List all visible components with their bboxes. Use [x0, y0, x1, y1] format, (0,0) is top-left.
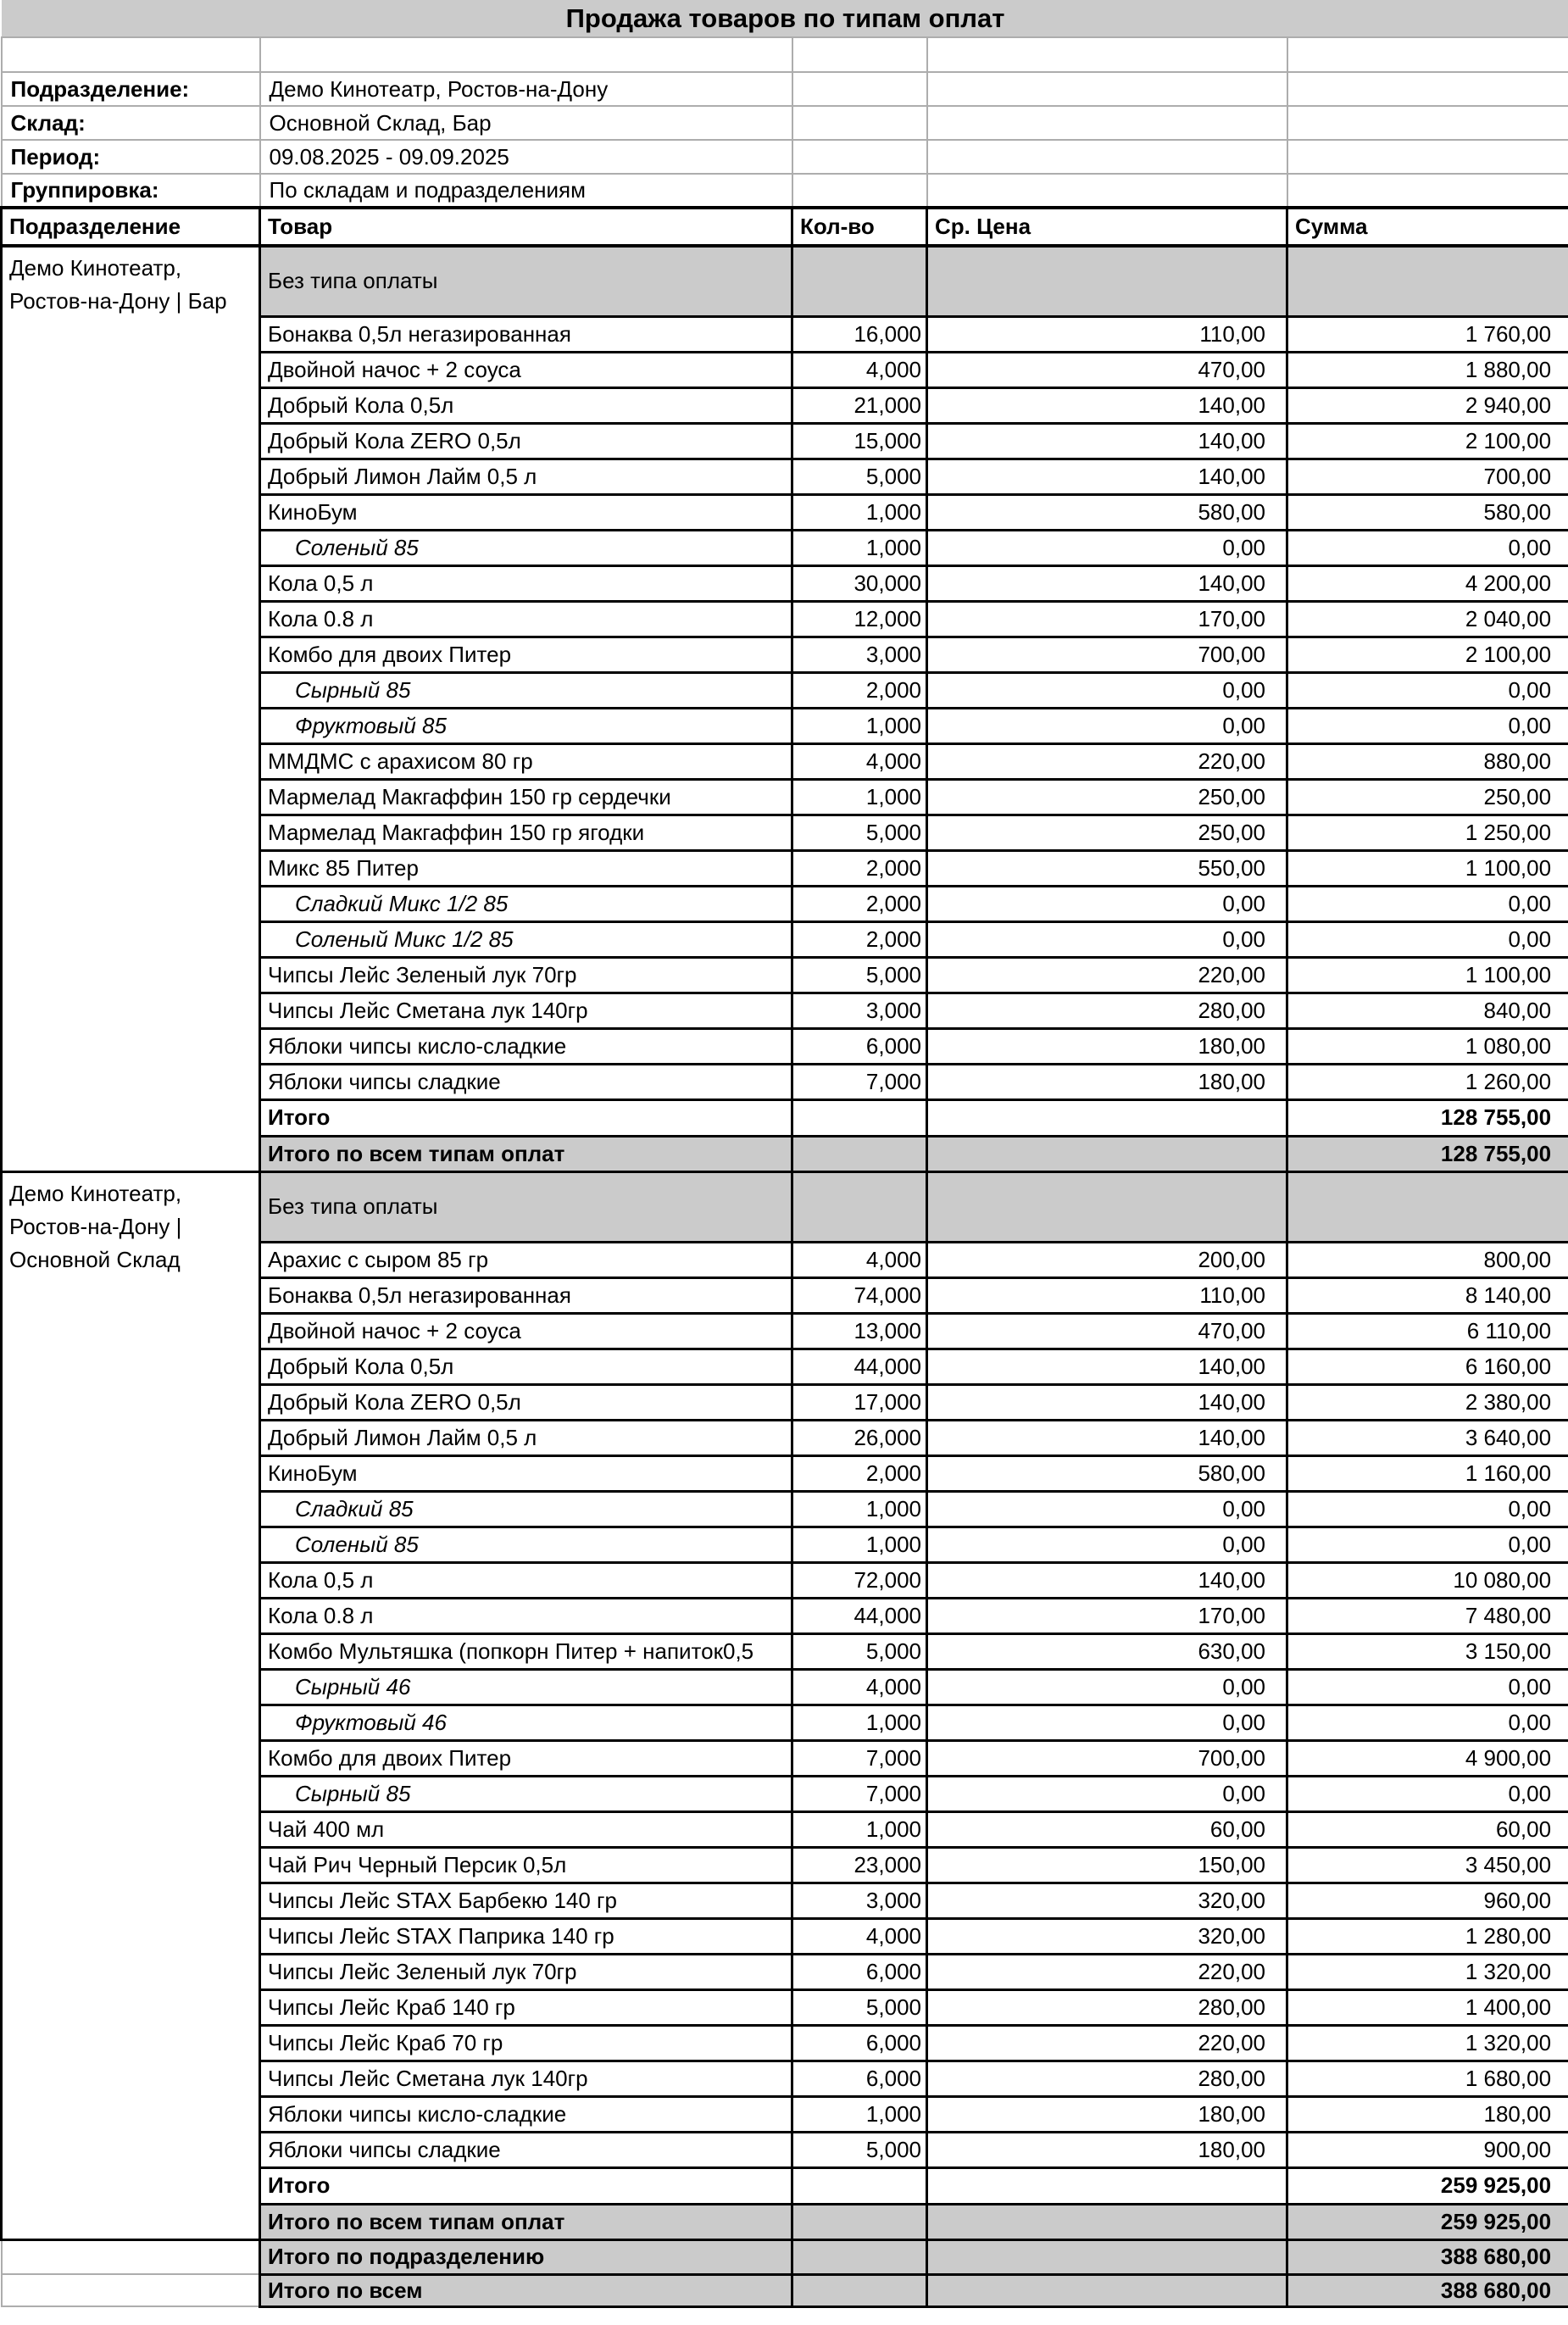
sum-cell: 3 450,00: [1287, 1847, 1568, 1883]
avg-price-cell: 580,00: [927, 494, 1287, 530]
avg-price-cell: 0,00: [927, 672, 1287, 708]
sum-cell: 0,00: [1287, 1527, 1568, 1562]
product-name-cell: Яблоки чипсы кисло-сладкие: [260, 1028, 792, 1064]
sum-cell: 1 250,00: [1287, 815, 1568, 850]
avg-price-cell: 140,00: [927, 565, 1287, 601]
avg-price-cell: 60,00: [927, 1811, 1287, 1847]
product-name-cell: Фруктовый 46: [260, 1705, 792, 1740]
product-name-cell: Добрый Кола ZERO 0,5л: [260, 423, 792, 459]
avg-price-cell: 280,00: [927, 993, 1287, 1028]
product-name-cell: Кола 0.8 л: [260, 1598, 792, 1633]
grand-total-value: 388 680,00: [1287, 2274, 1568, 2306]
avg-price-cell: 220,00: [927, 2025, 1287, 2061]
avg-price-cell: 250,00: [927, 815, 1287, 850]
quantity-cell: 74,000: [792, 1277, 927, 1313]
product-name-cell: Добрый Лимон Лайм 0,5 л: [260, 459, 792, 494]
empty-cell: [927, 2204, 1287, 2239]
product-name-cell: Кола 0,5 л: [260, 1562, 792, 1598]
avg-price-cell: 140,00: [927, 387, 1287, 423]
quantity-cell: 13,000: [792, 1313, 927, 1349]
quantity-cell: 3,000: [792, 1883, 927, 1918]
empty-cell: [927, 1171, 1287, 1242]
product-name-cell: Сладкий Микс 1/2 85: [260, 886, 792, 921]
avg-price-cell: 180,00: [927, 1028, 1287, 1064]
sum-cell: 1 320,00: [1287, 2025, 1568, 2061]
product-name-cell: Фруктовый 85: [260, 708, 792, 743]
product-name-cell: Яблоки чипсы кисло-сладкие: [260, 2096, 792, 2132]
empty-cell: [792, 72, 927, 106]
sum-cell: 6 160,00: [1287, 1349, 1568, 1384]
payment-types-total-label: Итого по всем типам оплат: [260, 2204, 792, 2239]
quantity-cell: 7,000: [792, 1740, 927, 1776]
product-name-cell: Чай 400 мл: [260, 1811, 792, 1847]
quantity-cell: 12,000: [792, 601, 927, 637]
empty-cell: [927, 72, 1287, 106]
sum-cell: 2 100,00: [1287, 637, 1568, 672]
sum-cell: 3 640,00: [1287, 1420, 1568, 1455]
sum-cell: 6 110,00: [1287, 1313, 1568, 1349]
empty-cell: [1287, 72, 1568, 106]
empty-cell: [927, 2239, 1287, 2274]
product-name-cell: Микс 85 Питер: [260, 850, 792, 886]
department-total-row: [2, 2239, 1568, 2274]
avg-price-cell: 0,00: [927, 708, 1287, 743]
quantity-cell: 1,000: [792, 2096, 927, 2132]
spacer-cell: [792, 37, 927, 72]
avg-price-cell: 580,00: [927, 1455, 1287, 1491]
sum-cell: 10 080,00: [1287, 1562, 1568, 1598]
column-header-product: Товар: [260, 208, 792, 246]
sum-cell: 60,00: [1287, 1811, 1568, 1847]
sum-cell: 1 100,00: [1287, 957, 1568, 993]
quantity-cell: 4,000: [792, 743, 927, 779]
product-name-cell: Чипсы Лейс Краб 140 гр: [260, 1989, 792, 2025]
sum-cell: 900,00: [1287, 2132, 1568, 2167]
product-name-cell: Соленый Микс 1/2 85: [260, 921, 792, 957]
empty-cell: [792, 2204, 927, 2239]
quantity-cell: 1,000: [792, 1811, 927, 1847]
column-header-avg-price: Ср. Цена: [927, 208, 1287, 246]
product-name-cell: Двойной начос + 2 соуса: [260, 1313, 792, 1349]
department-total-label: Итого по подразделению: [260, 2239, 792, 2274]
sum-cell: 8 140,00: [1287, 1277, 1568, 1313]
quantity-cell: 7,000: [792, 1776, 927, 1811]
payment-type-cell: Без типа оплаты: [260, 246, 792, 316]
spacer-row: [2, 37, 1568, 72]
product-name-cell: Чипсы Лейс Зеленый лук 70гр: [260, 957, 792, 993]
avg-price-cell: 140,00: [927, 1384, 1287, 1420]
avg-price-cell: 0,00: [927, 1776, 1287, 1811]
info-label: Подразделение:: [2, 72, 260, 106]
avg-price-cell: 280,00: [927, 1989, 1287, 2025]
avg-price-cell: 250,00: [927, 779, 1287, 815]
sum-cell: 7 480,00: [1287, 1598, 1568, 1633]
product-name-cell: Комбо для двоих Питер: [260, 637, 792, 672]
sum-cell: 1 280,00: [1287, 1918, 1568, 1954]
info-label: Период:: [2, 140, 260, 174]
info-value: Основной Склад, Бар: [260, 106, 792, 140]
empty-cell: [1287, 246, 1568, 316]
quantity-cell: 15,000: [792, 423, 927, 459]
quantity-cell: 5,000: [792, 957, 927, 993]
info-label: Группировка:: [2, 174, 260, 208]
avg-price-cell: 200,00: [927, 1242, 1287, 1277]
avg-price-cell: 140,00: [927, 423, 1287, 459]
quantity-cell: 7,000: [792, 1064, 927, 1099]
product-name-cell: Двойной начос + 2 соуса: [260, 352, 792, 387]
empty-cell: [792, 1136, 927, 1171]
product-name-cell: Кола 0.8 л: [260, 601, 792, 637]
quantity-cell: 1,000: [792, 708, 927, 743]
quantity-cell: 1,000: [792, 779, 927, 815]
empty-cell: [927, 174, 1287, 208]
sum-cell: 840,00: [1287, 993, 1568, 1028]
payment-type-cell: Без типа оплаты: [260, 1171, 792, 1242]
product-name-cell: Яблоки чипсы сладкие: [260, 1064, 792, 1099]
product-name-cell: Чипсы Лейс STAX Барбекю 140 гр: [260, 1883, 792, 1918]
avg-price-cell: 470,00: [927, 352, 1287, 387]
product-name-cell: Бонаква 0,5л негазированная: [260, 316, 792, 352]
avg-price-cell: 0,00: [927, 1491, 1287, 1527]
department-cell: Демо Кинотеатр, Ростов-на-Дону | Основной Склад: [2, 1171, 260, 2239]
avg-price-cell: 0,00: [927, 1527, 1287, 1562]
avg-price-cell: 630,00: [927, 1633, 1287, 1669]
info-row-period: [2, 140, 1568, 174]
info-value: По складам и подразделениям: [260, 174, 792, 208]
empty-cell: [927, 2274, 1287, 2306]
product-name-cell: Сырный 85: [260, 1776, 792, 1811]
quantity-cell: 4,000: [792, 1918, 927, 1954]
table-header-row: [2, 208, 1568, 246]
sum-cell: 0,00: [1287, 708, 1568, 743]
grand-total-label: Итого по всем: [260, 2274, 792, 2306]
spacer-cell: [1287, 37, 1568, 72]
quantity-cell: 6,000: [792, 1954, 927, 1989]
sum-cell: 3 150,00: [1287, 1633, 1568, 1669]
quantity-cell: 2,000: [792, 850, 927, 886]
payment-types-total-value: 259 925,00: [1287, 2204, 1568, 2239]
avg-price-cell: 320,00: [927, 1918, 1287, 1954]
report-title: Продажа товаров по типам оплат: [2, 0, 1568, 37]
quantity-cell: 44,000: [792, 1349, 927, 1384]
sum-cell: 1 680,00: [1287, 2061, 1568, 2096]
product-name-cell: Добрый Кола ZERO 0,5л: [260, 1384, 792, 1420]
product-name-cell: Добрый Кола 0,5л: [260, 387, 792, 423]
avg-price-cell: 170,00: [927, 1598, 1287, 1633]
info-value: 09.08.2025 - 09.09.2025: [260, 140, 792, 174]
avg-price-cell: 280,00: [927, 2061, 1287, 2096]
avg-price-cell: 140,00: [927, 459, 1287, 494]
product-name-cell: Чипсы Лейс STAX Паприка 140 гр: [260, 1918, 792, 1954]
quantity-cell: 5,000: [792, 459, 927, 494]
sum-cell: 880,00: [1287, 743, 1568, 779]
payment-types-total-value: 128 755,00: [1287, 1136, 1568, 1171]
empty-cell: [792, 2274, 927, 2306]
quantity-cell: 17,000: [792, 1384, 927, 1420]
sum-cell: 2 940,00: [1287, 387, 1568, 423]
payment-type-row: [2, 1171, 1568, 1242]
quantity-cell: 4,000: [792, 352, 927, 387]
sum-cell: 0,00: [1287, 921, 1568, 957]
avg-price-cell: 110,00: [927, 316, 1287, 352]
sum-cell: 0,00: [1287, 886, 1568, 921]
avg-price-cell: 180,00: [927, 2096, 1287, 2132]
quantity-cell: 1,000: [792, 1705, 927, 1740]
sum-cell: 580,00: [1287, 494, 1568, 530]
quantity-cell: 2,000: [792, 672, 927, 708]
sum-cell: 4 200,00: [1287, 565, 1568, 601]
quantity-cell: 4,000: [792, 1669, 927, 1705]
product-name-cell: Соленый 85: [260, 1527, 792, 1562]
product-name-cell: Мармелад Макгаффин 150 гр ягодки: [260, 815, 792, 850]
product-name-cell: Бонаква 0,5л негазированная: [260, 1277, 792, 1313]
quantity-cell: 26,000: [792, 1420, 927, 1455]
spacer-cell: [927, 37, 1287, 72]
sum-cell: 1 760,00: [1287, 316, 1568, 352]
quantity-cell: 6,000: [792, 2025, 927, 2061]
info-row-department: [2, 72, 1568, 106]
quantity-cell: 6,000: [792, 1028, 927, 1064]
avg-price-cell: 140,00: [927, 1420, 1287, 1455]
quantity-cell: 23,000: [792, 1847, 927, 1883]
empty-cell: [792, 2167, 927, 2204]
sum-cell: 1 880,00: [1287, 352, 1568, 387]
sum-cell: 0,00: [1287, 1776, 1568, 1811]
avg-price-cell: 0,00: [927, 886, 1287, 921]
empty-cell: [927, 1099, 1287, 1136]
column-header-sum: Сумма: [1287, 208, 1568, 246]
quantity-cell: 30,000: [792, 565, 927, 601]
empty-cell: [927, 246, 1287, 316]
quantity-cell: 1,000: [792, 494, 927, 530]
spacer-cell: [260, 37, 792, 72]
column-header-department: Подразделение: [2, 208, 260, 246]
empty-cell: [792, 1099, 927, 1136]
info-value: Демо Кинотеатр, Ростов-на-Дону: [260, 72, 792, 106]
empty-cell: [2, 2239, 260, 2274]
sum-cell: 0,00: [1287, 1705, 1568, 1740]
product-name-cell: Сырный 85: [260, 672, 792, 708]
quantity-cell: 2,000: [792, 1455, 927, 1491]
spacer-cell: [2, 37, 260, 72]
empty-cell: [792, 174, 927, 208]
avg-price-cell: 170,00: [927, 601, 1287, 637]
avg-price-cell: 220,00: [927, 743, 1287, 779]
avg-price-cell: 470,00: [927, 1313, 1287, 1349]
product-name-cell: Чипсы Лейс Сметана лук 140гр: [260, 2061, 792, 2096]
group-total-value: 259 925,00: [1287, 2167, 1568, 2204]
sum-cell: 2 100,00: [1287, 423, 1568, 459]
empty-cell: [1287, 174, 1568, 208]
avg-price-cell: 320,00: [927, 1883, 1287, 1918]
product-name-cell: Яблоки чипсы сладкие: [260, 2132, 792, 2167]
avg-price-cell: 0,00: [927, 921, 1287, 957]
grand-total-row: [2, 2274, 1568, 2306]
quantity-cell: 3,000: [792, 637, 927, 672]
empty-cell: [1287, 140, 1568, 174]
product-name-cell: Комбо Мультяшка (попкорн Питер + напиток0,5: [260, 1633, 792, 1669]
product-name-cell: Сырный 46: [260, 1669, 792, 1705]
sum-cell: 0,00: [1287, 1491, 1568, 1527]
quantity-cell: 2,000: [792, 921, 927, 957]
sum-cell: 1 080,00: [1287, 1028, 1568, 1064]
sum-cell: 2 380,00: [1287, 1384, 1568, 1420]
column-header-quantity: Кол-во: [792, 208, 927, 246]
info-label: Склад:: [2, 106, 260, 140]
quantity-cell: 2,000: [792, 886, 927, 921]
empty-cell: [792, 140, 927, 174]
sum-cell: 1 160,00: [1287, 1455, 1568, 1491]
empty-cell: [792, 1171, 927, 1242]
avg-price-cell: 220,00: [927, 957, 1287, 993]
department-total-value: 388 680,00: [1287, 2239, 1568, 2274]
quantity-cell: 44,000: [792, 1598, 927, 1633]
product-name-cell: Арахис с сыром 85 гр: [260, 1242, 792, 1277]
avg-price-cell: 140,00: [927, 1349, 1287, 1384]
avg-price-cell: 180,00: [927, 2132, 1287, 2167]
product-name-cell: Чипсы Лейс Краб 70 гр: [260, 2025, 792, 2061]
quantity-cell: 3,000: [792, 993, 927, 1028]
quantity-cell: 6,000: [792, 2061, 927, 2096]
quantity-cell: 21,000: [792, 387, 927, 423]
avg-price-cell: 150,00: [927, 1847, 1287, 1883]
sum-cell: 1 100,00: [1287, 850, 1568, 886]
sum-cell: 1 320,00: [1287, 1954, 1568, 1989]
product-name-cell: Комбо для двоих Питер: [260, 1740, 792, 1776]
product-name-cell: Соленый 85: [260, 530, 792, 565]
empty-cell: [792, 246, 927, 316]
sum-cell: 0,00: [1287, 672, 1568, 708]
product-name-cell: Добрый Кола 0,5л: [260, 1349, 792, 1384]
quantity-cell: 5,000: [792, 815, 927, 850]
avg-price-cell: 110,00: [927, 1277, 1287, 1313]
avg-price-cell: 0,00: [927, 1705, 1287, 1740]
avg-price-cell: 550,00: [927, 850, 1287, 886]
sum-cell: 960,00: [1287, 1883, 1568, 1918]
sum-cell: 250,00: [1287, 779, 1568, 815]
product-name-cell: КиноБум: [260, 1455, 792, 1491]
quantity-cell: 5,000: [792, 1633, 927, 1669]
quantity-cell: 1,000: [792, 1491, 927, 1527]
avg-price-cell: 700,00: [927, 637, 1287, 672]
department-cell: Демо Кинотеатр, Ростов-на-Дону | Бар: [2, 246, 260, 1171]
sum-cell: 2 040,00: [1287, 601, 1568, 637]
quantity-cell: 72,000: [792, 1562, 927, 1598]
product-name-cell: Сладкий 85: [260, 1491, 792, 1527]
empty-cell: [927, 140, 1287, 174]
quantity-cell: 1,000: [792, 1527, 927, 1562]
avg-price-cell: 140,00: [927, 1562, 1287, 1598]
empty-cell: [927, 106, 1287, 140]
sum-cell: 1 260,00: [1287, 1064, 1568, 1099]
quantity-cell: 16,000: [792, 316, 927, 352]
product-name-cell: КиноБум: [260, 494, 792, 530]
quantity-cell: 5,000: [792, 2132, 927, 2167]
empty-cell: [927, 2167, 1287, 2204]
empty-cell: [1287, 106, 1568, 140]
product-name-cell: Мармелад Макгаффин 150 гр сердечки: [260, 779, 792, 815]
payment-type-row: [2, 246, 1568, 316]
quantity-cell: 4,000: [792, 1242, 927, 1277]
empty-cell: [792, 2239, 927, 2274]
sum-cell: 4 900,00: [1287, 1740, 1568, 1776]
info-row-grouping: [2, 174, 1568, 208]
quantity-cell: 1,000: [792, 530, 927, 565]
empty-cell: [927, 1136, 1287, 1171]
avg-price-cell: 700,00: [927, 1740, 1287, 1776]
quantity-cell: 5,000: [792, 1989, 927, 2025]
avg-price-cell: 180,00: [927, 1064, 1287, 1099]
group-total-value: 128 755,00: [1287, 1099, 1568, 1136]
empty-cell: [1287, 1171, 1568, 1242]
avg-price-cell: 220,00: [927, 1954, 1287, 1989]
sum-cell: 700,00: [1287, 459, 1568, 494]
product-name-cell: Чипсы Лейс Зеленый лук 70гр: [260, 1954, 792, 1989]
empty-cell: [792, 106, 927, 140]
payment-types-total-label: Итого по всем типам оплат: [260, 1136, 792, 1171]
info-row-warehouse: [2, 106, 1568, 140]
product-name-cell: Чипсы Лейс Сметана лук 140гр: [260, 993, 792, 1028]
sum-cell: 800,00: [1287, 1242, 1568, 1277]
sum-cell: 0,00: [1287, 1669, 1568, 1705]
avg-price-cell: 0,00: [927, 530, 1287, 565]
sum-cell: 1 400,00: [1287, 1989, 1568, 2025]
product-name-cell: Кола 0,5 л: [260, 565, 792, 601]
sum-cell: 0,00: [1287, 530, 1568, 565]
group-total-label: Итого: [260, 2167, 792, 2204]
title-row: [2, 0, 1568, 37]
avg-price-cell: 0,00: [927, 1669, 1287, 1705]
sum-cell: 180,00: [1287, 2096, 1568, 2132]
empty-cell: [2, 2274, 260, 2306]
product-name-cell: Чай Рич Черный Персик 0,5л: [260, 1847, 792, 1883]
group-total-label: Итого: [260, 1099, 792, 1136]
product-name-cell: ММДМС с арахисом 80 гр: [260, 743, 792, 779]
product-name-cell: Добрый Лимон Лайм 0,5 л: [260, 1420, 792, 1455]
